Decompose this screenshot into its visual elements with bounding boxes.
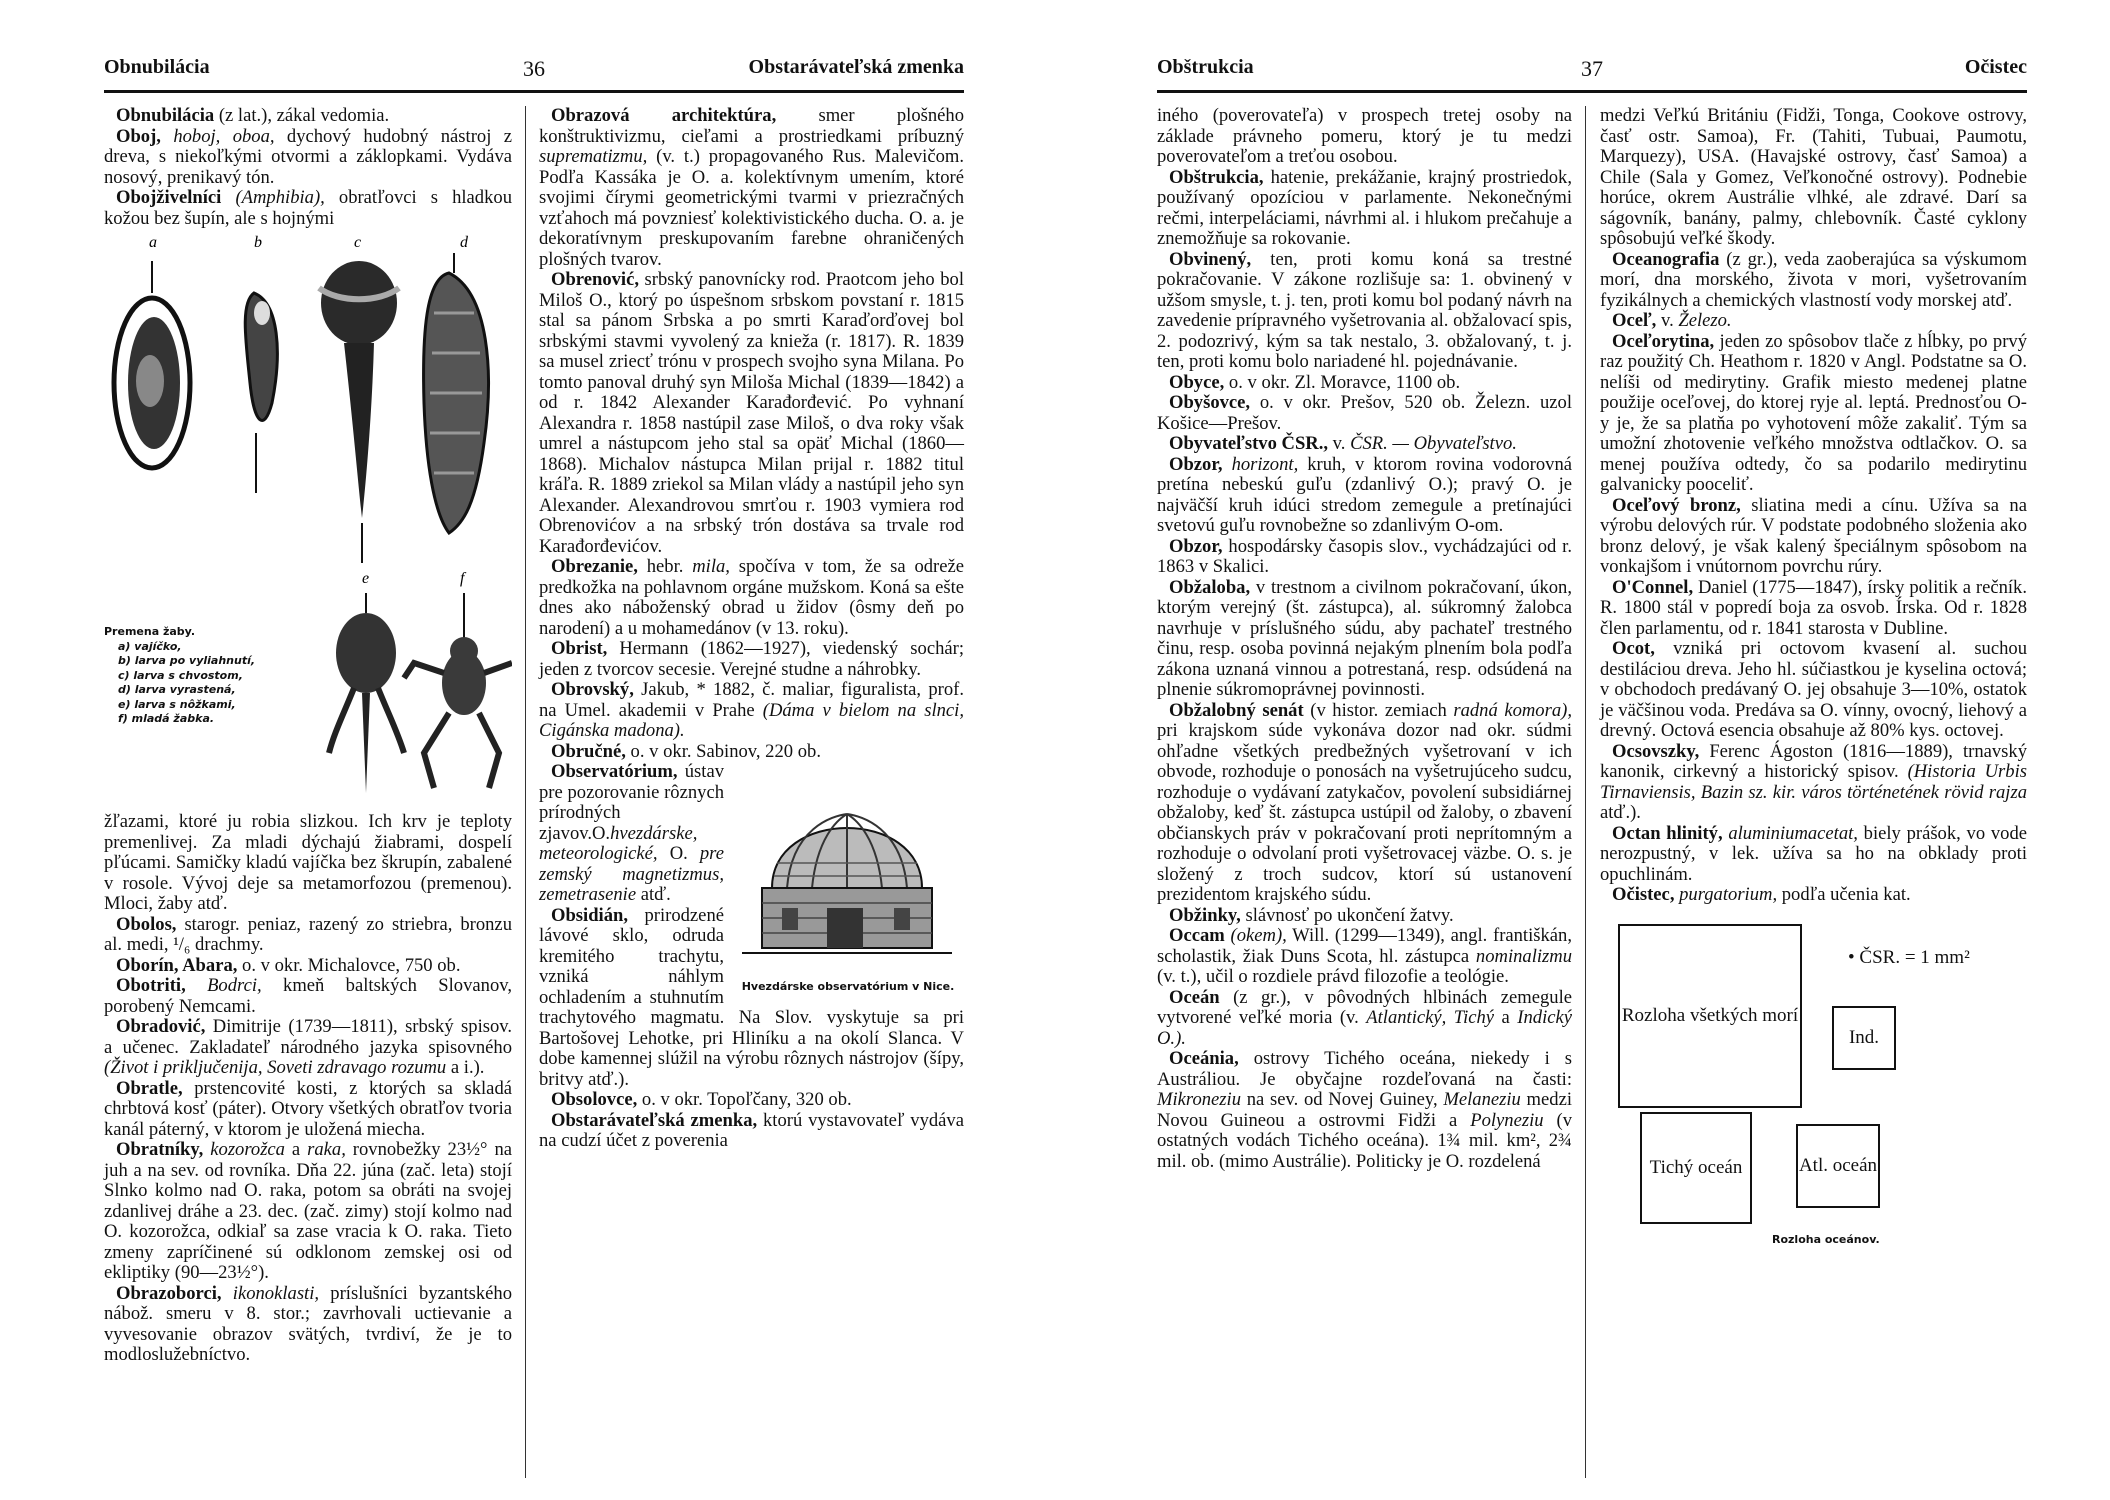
frog-figure-caption: Premena žaby. a) vajíčko, b) larva po vyliahnutí, c) larva s chvostom, d) larva vyrastená, e) larva s nôžkami, f) mladá žabka.	[104, 625, 256, 725]
entry-obotriti: Obotriti, Bodrci, kmeň baltských Slovanov, porobený Nemcami.	[104, 975, 512, 1017]
fig-letter-c: c	[354, 234, 362, 251]
column-4	[1600, 106, 2027, 1269]
page-number: 36	[523, 56, 545, 81]
entry-obojzivelnici-cont: žľazami, ktoré ju robia slizkou. Ich krv je teploty premenlivej. Za mladi dýchajú žiabrami, dospelí pľúcami. Samičky kladú vajíčka bez škrupín, zabalené v rosole. Vývoj deje sa metamorfozou (premenou). Mloci, žaby atď.	[104, 811, 512, 914]
entry-obzalobny-senat: Obžalobný senát (v histor. zemiach radná komora), pri krajskom súde vykonáva dozor nad okr. súdmi ohľadne všetkých predbežných vyšetrovaní v ich obvode, rozhoduje o ponosách na vyšetrujúceho sudcu, rozhoduje o vydávaní zatykačov, povolení subsidiárnej obžaloby, keď št. zástupca ustúpil od žaloby, o zbavení občianskych práv v pokračovaní proti neprítomným a rozhoduje o odvolaní proti vyšetrovacej väzbe. O. s. je složený z troch sudcov, ktorí sú ustanovení prezidentom krajského súdu.	[1157, 699, 1572, 905]
header-last-entry: Očistec	[1964, 56, 2027, 78]
entry-oboj: Oboj, hoboj, oboa, dychový hudobný nástroj z dreva, s niekoľkými otvormi a záklopkami. Vydáva nosový, prenikavý tón.	[104, 125, 512, 188]
entry-oborin: Oborín, Abara, o. v okr. Michalovce, 750 ob.	[116, 954, 461, 976]
observatory-caption: Hvezdárske observatórium v Nice.	[741, 980, 955, 993]
entry-ocelovy-bronz: Oceľový bronz, sliatina medi a cínu. Užíva sa na výrobu delových rúr. V podstate podobného složenia ako bronz delový, je však kalený špeciálnym spôsobom na vonkajšom i vnútornom povrchu rúry.	[1600, 494, 2027, 577]
column-3	[1157, 106, 1572, 1172]
entry-obzinky: Obžinky, slávnosť po ukončení žatvy.	[1169, 904, 1454, 926]
entry-ocot: Ocot, vzniká pri octovom kvasení al. suchou destiláciou dreva. Jeho hl. súčiastkou je kyselina octová; v obchodoch predávaný O. jej obsahuje 3—10%, ostatok je väčšinou voda. Predáva sa O. vínny, ovocný, liehový a drevný. Octová esencia obsahuje až 80% kys. octovej.	[1600, 638, 2027, 741]
page-number: 37	[1581, 56, 1603, 81]
entry-oceania-cont: medzi Veľkú Britániu (Fidži, Tonga, Cookove ostrovy, časť ostr. Samoa), Fr. (Tahiti, Tubuai, Paumotu, Marquezy), USA. (Havajské ostrovy, časť Samoa) a Chile (Sala y Gomez, Veľkonočné ostrovy). Podnebie horúce, okrem Austrálie vlhké, ale zdravé. Darí sa ságovník, banány, palmy, chlebovník. Časté cyklony spôsobujú veľké škody.	[1600, 105, 2027, 249]
entry-obzor-casopis: Obzor, hospodársky časopis slov., vychádzajúci od r. 1863 v Skalici.	[1157, 535, 1572, 577]
entry-ocsovszky: Ocsovszky, Ferenc Ágoston (1816—1889), trnavský kanonik, cirkevný a historický spisov. (Historia Urbis Tirnaviensis, Bazin sz. kir. város történetének rövid rajza atď.).	[1600, 740, 2027, 823]
entry-obyce: Obyce, o. v okr. Zl. Moravce, 1100 ob.	[1169, 371, 1461, 393]
entry-octan-hlinity: Octan hlinitý, aluminiumacetat, biely prášok, vo vode nerozpustný, v lek. užíva sa ho na obklady proti opuchlinám.	[1600, 822, 2027, 885]
entry-obradovic: Obradović, Dimitrije (1739—1811), srbský spisov. a učenec. Zakladateľ národného jazyka spisovného (Život i priključenija, Soveti zdravago rozumu a i.).	[104, 1016, 512, 1078]
ocean-diagram-caption: Rozloha oceánov.	[1772, 1232, 1880, 1246]
entry-obsolovce: Obsolovce, o. v okr. Topoľčany, 320 ob.	[551, 1089, 852, 1110]
egg-drawing	[114, 261, 190, 468]
entry-obrenovic: Obrenović, srbský panovnícky rod. Praotcom jeho bol Miloš O., ktorý po úspešnom srbskom povstaní r. 1815 stal sa pánom Srbska a po smrti Karaďorďovej bol srbskými stavmi vyvolený za knieža (r. 1817). R. 1839 sa musel zriecť trónu v prospech svojho syna Milana. Po tomto panoval druhý syn Miloša Michal (1839—1842) a od r. 1842 Alexander Karađorđević. Po vyhnaní Alexandra r. 1858 nastúpil zase Miloš, o dva roky však umrel a nástupcom jeho stal sa opäť Michal (1860—1868). Michalov nástupca Milan prijal r. 1882 titul kráľa. R. 1889 zriekol sa Milan vlády a nastúpil jeho syn Alexander. Alexandrovou smrťou r. 1903 vymiera rod Obrenovićov a na srbský trón dostáva sa trvale rod Karađorđevićov.	[539, 269, 964, 557]
entry-obrazova-architektura: Obrazová architektúra, smer plošného konštruktivizmu, cieľami a prostriedkami príbuzný suprematizmu, (v. t.) propagovaného Rus. Malevičom. Podľa Kassáka je O. a. kolektívnym umením, ktoré svojimi čírymi geometrickými tvarmi v priezračných vzťahoch má povzniesť kolektivistického ducha. O. a. je dekoratívnym preskupovaním farebne ohraničených plošných tvarov.	[539, 105, 964, 270]
larva-with-legs-drawing	[329, 593, 404, 793]
fig-letter-f: f	[460, 570, 465, 587]
entry-obnubilacia: Obnubilácia (z lat.), zákal vedomia.	[116, 105, 390, 126]
column-2	[539, 106, 964, 1152]
entry-obrovsky: Obrovský, Jakub, * 1882, č. maliar, figuralista, prof. na Umel. akademii v Prahe (Dáma v bielom na slnci, Cigánska madona).	[539, 679, 964, 741]
fig-letter-b: b	[254, 234, 262, 251]
entry-obratle: Obratle, prstencovité kosti, z ktorých sa skladá chrbtová kosť (páter). Otvory všetkých obratľov tvoria kanál páterný, v ktorom je uložená miecha.	[104, 1077, 512, 1140]
header-first-entry: Obnubilácia	[104, 56, 210, 78]
entry-obstrukcia: Obštrukcia, hatenie, prekážanie, krajný prostriedok, používaný opozíciou v parlamente. Nekonečnými rečmi, interpeláciami, návrhmi al. i hlukom prečahuje a znemožňuje sa rokovanie.	[1157, 166, 1572, 249]
entry-obzaloba: Obžaloba, v trestnom a civilnom pokračovaní, úkon, ktorým verejný (št. zástupca), al. súkromný žalobca navrhuje v príslušného súdu, aby pachateľ trestného činu, resp. osoba povinná nejakým plnením bola podľa zákona uznaná vinnou a potrestaná, resp. odsúdená na plnenie súkromoprávnej povinnosti.	[1157, 576, 1572, 700]
entry-oceanografia: Oceanografia (z gr.), veda zaoberajúca sa výskumom morí, dna morského, života v mori, vyšetrovaním fyzikálnych a chemických vlastností vody morskej atď.	[1600, 248, 2027, 311]
entry-occam: Occam (okem), Will. (1299—1349), angl. františkán, scholastik, žiak Duns Scota, hl. zástupca nominalizmu (v. t.), učil o rozdiele právd filozofie a teológie.	[1157, 925, 1572, 987]
header-last-entry: Obstarávateľská zmenka	[748, 56, 964, 78]
entry-obrezanie: Obrezanie, hebr. mila, spočíva v tom, že sa odreže predkožka na pohlavnom orgáne mužskom. Koná sa ešte dnes ako náboženský obrad u židov (ôsmy deň po narodení) a u mohamedánov (v 13. roku).	[539, 556, 964, 639]
scale-note: • ČSR. = 1 mm²	[1848, 946, 1970, 968]
column-divider	[1585, 106, 1586, 1478]
entry-ocelorytina: Oceľorytina, jeden zo spôsobov tlače z hĺbky, po prvý raz použitý Ch. Heathom r. 1820 v Angl. Podstatne sa O. nelíši od medirytiny. Grafik miesto medenej platne použije oceľovej, do ktorej ryje al. leptá. Prednosťou O-y je, že sa platňa po vyhotovení môže zakaliť. Tým sa umožní zhotovenie veľkého množstva odtlačkov. O. sa menej používa odtedy, čo sa podarilo medirytinu galvanicky pooceliť.	[1600, 330, 2027, 495]
left-page	[104, 50, 964, 1480]
right-page	[1157, 50, 2027, 1480]
entry-obzor-horizont: Obzor, horizont, kruh, v ktorom rovina vodorovná pretína nebeskú guľu (zdanlivý O.); pravý O. je najväčší kruh idúci stredom zemegule a pretínajúci svetovú guľu rovnobežne so zdanlivým O-om.	[1157, 453, 1572, 536]
entry-obratniky: Obratníky, kozorožca a raka, rovnobežky 23½° na juh a na sev. od rovníka. Dňa 22. júna (zač. leta) stojí Slnko kolmo nad O. raka, potom sa obráti na svojej zdanlivej dráhe a 23. dec. (zač. zimy) stojí kolmo nad O. kozorožca, odkiaľ sa zase vracia k O. raka. Tieto zmeny zapríčinené sú odklonom zemskej osi od ekliptiky (90—23½°).	[104, 1139, 512, 1283]
hatched-larva-drawing	[245, 293, 277, 493]
entry-obvineny: Obvinený, ten, proti komu koná sa trestné pokračovanie. V zákone rozlišuje sa: 1. obvinený v užšom smysle, t. j. ten, proti komu bol podaný návrh na zavedenie prípravného vyšetrovania al. obžalovací spis, 2. podozrivý, kým sa tak nestalo, 3. obžalovaný, t. j. ten, proti komu bolo nariadené hl. pojednávanie.	[1157, 248, 1572, 372]
column-1	[104, 106, 512, 1366]
header-first-entry: Obštrukcia	[1157, 56, 1254, 78]
fig-letter-a: a	[149, 234, 157, 251]
column-divider	[525, 106, 526, 1478]
entry-observatorium: Observatórium, ústav pre pozorovanie rôznych prírodných zjavov.O.hvezdárske, meteorologické, O. pre zemský magnetizmus, zemetrasenie atď.	[539, 761, 724, 905]
entry-obrucne: Obručné, o. v okr. Sabinov, 220 ob.	[551, 740, 821, 762]
young-frog-drawing	[404, 593, 512, 788]
entry-obsidian: Obsidián, prirodzené lávové sklo, odruda kremitého trachytu, vzniká náhlym ochladením a stuhnutím trachytového magmatu. Na Slov. vyskytuje sa pri Bartošovej Lehotke, pri Hliníku a na okolí Slanca. V dobe kamennej slúžil na výrobu rôznych nástrojov (šípy, britvy atď.).	[539, 904, 964, 1090]
entry-ocistec: Očistec, purgatorium, podľa učenia kat.	[1612, 884, 1911, 905]
entry-ocel: Oceľ, v. Železo.	[1612, 310, 1732, 331]
entry-obrazoborci: Obrazoborci, ikonoklasti, príslušníci byzantského nábož. smeru v 8. stor.; zavrhovali uctievanie a vyvesovanie obrazov svätých, tvrdiví, že je to modloslužebníctvo.	[104, 1282, 512, 1365]
entry-oceania: Oceánia, ostrovy Tichého oceána, niekedy i s Austráliou. Je obyčajne rozdeľovaná na časti: Mikroneziu na sev. od Novej Guiney, Melaneziu medzi Novou Guineou a ostrovmi Fidži a Polyneziu (v ostatných vodách Tichého oceána). 1¾ mil. km², 2¾ mil. ob. (mimo Austrálie). Politicky je O. rozdelená	[1157, 1048, 1573, 1172]
fig-letter-e: e	[362, 570, 370, 587]
entry-obyvatelstvo: Obyvateľstvo ČSR., v. ČSR. — Obyvateľstvo.	[1169, 433, 1517, 454]
box-pacific-ocean: Tichý oceán	[1640, 1112, 1752, 1224]
tadpole-drawing	[319, 261, 399, 563]
ocean-area-diagram	[1600, 924, 2027, 1269]
running-header-right-page	[1157, 50, 2027, 93]
running-header-left-page	[104, 50, 964, 93]
entry-obstaravatelska-cont: iného (poverovateľa) v prospech tretej osoby na základe právneho pomeru, ktorý je tu medzi poverovateľom a treťou osobou.	[1157, 105, 1572, 167]
entry-ocean: Oceán (z gr.), v pôvodných hlbinách zemegule vytvorené veľké moria (v. Atlantický, Tichý a Indický O.).	[1157, 986, 1572, 1049]
entry-obolos: Obolos, starogr. peniaz, razený zo striebra, bronzu al. medi, ¹/₆ drachmy.	[104, 913, 512, 955]
observatory-figure	[732, 768, 964, 993]
entry-obojzivelnici: Obojživelníci (Amphibia), obratľovci s hladkou kožou bez šupín, ale s hojnými	[104, 187, 512, 229]
frog-metamorphosis-figure	[104, 233, 512, 808]
entry-obrist: Obrist, Hermann (1862—1927), viedenský sochár; jeden z tvorcov secesie. Verejné studne a náhrobky.	[539, 638, 964, 680]
box-indian-ocean: Ind.	[1832, 1006, 1896, 1070]
entry-oconnel: O'Connel, Daniel (1775—1847), írsky politik a rečník. R. 1800 stál v popredí boja za osvob. Írska. Od r. 1828 člen parlamentu, od r. 1841 starosta v Dubline.	[1600, 576, 2027, 639]
box-all-seas: Rozloha všetkých morí	[1618, 924, 1802, 1108]
entry-obstaravatelska-zmenka: Obstarávateľská zmenka, ktorú vystavovateľ vydáva na cudzí účet z poverenia	[539, 1109, 964, 1151]
box-atlantic-ocean: Atl. oceán	[1796, 1124, 1880, 1208]
entry-obysovce: Obyšovce, o. v okr. Prešov, 520 ob. Železn. uzol Košice—Prešov.	[1157, 392, 1572, 434]
grown-larva-drawing	[424, 253, 489, 533]
fig-letter-d: d	[460, 234, 468, 251]
observatory-illustration	[732, 768, 964, 963]
